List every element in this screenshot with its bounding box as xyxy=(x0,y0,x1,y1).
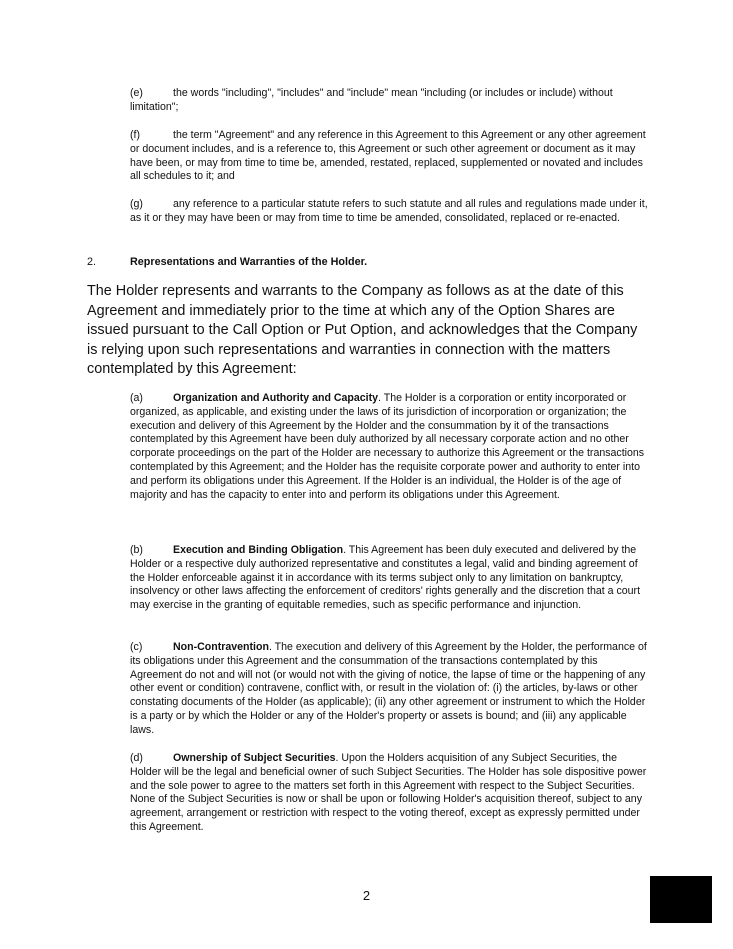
clause-heading: Execution and Binding Obligation xyxy=(173,544,344,556)
section-heading xyxy=(87,255,367,269)
clause-a xyxy=(130,392,648,502)
definition-f xyxy=(130,129,648,184)
clause-text: . This Agreement has been duly executed and delivered by the Holder or a respective duly authorized representative and constitutes a legal, valid and binding agreement of the Holder enforceable against it in accordance with its terms subject only to any limitation on bankruptcy, insolvency or other laws affecting the enforcement of creditors' rights generally and the discretion that a court may exercise in the granting of equitable remedies, such as specific performance and injunction. xyxy=(130,544,641,612)
clause-b xyxy=(130,544,648,613)
definition-e xyxy=(130,87,648,115)
page-number: 2 xyxy=(362,888,371,903)
clause-label: (a) xyxy=(130,392,143,404)
clause-text: . The Holder is a corporation or entity incorporated or organized, as applicable, and existing under the laws of its jurisdiction of incorporation or organization; the execution and delivery of this Agreement by the Holder and the consummation by it of the transactions contemplated by this Agreement have been duly authorized by all necessary corporate action and no other corporate proceedings on the part of the Holder are necessary to authorize this Agreement or the transactions contemplated by this Agreement; and the Holder has the requisite corporate power and authority to enter into and perform its obligations under this Agreement. If the Holder is an individual, the Holder is of the age of majority and has the capacity to enter into and perform its obligations under this Agreement. xyxy=(130,392,645,501)
redaction-block xyxy=(650,876,712,923)
section-number: 2. xyxy=(87,256,97,268)
definition-g xyxy=(130,198,648,226)
clause-text: any reference to a particular statute refers to such statute and all rules and regulations made under it, as it or they may have been or may from time to time be amended, consolidated, replaced or re-enacted. xyxy=(130,198,648,224)
clause-text: the words "including", "includes" and "include" mean "including (or includes or include) without limitation"; xyxy=(130,87,613,113)
clause-heading: Non-Contravention xyxy=(173,641,269,653)
clause-text: . The execution and delivery of this Agreement by the Holder, the performance of its obligations under this Agreement and the consummation of the transactions contemplated by this Agreement do not and will not (or would not with the giving of notice, the lapse of time or the happening of any other event or condition) contravene, conflict with, or result in the violation of: (i) the articles, by-laws or other constating documents of the Holder (as applicable); (ii) any other agreement or instrument to which the Holder is a party or by which the Holder or any of the Holder's property or assets is bound; and (iii) any applicable laws. xyxy=(130,641,647,736)
clause-label: (g) xyxy=(130,198,143,210)
section-intro: The Holder represents and warrants to the Company as follows as at the date of this Agreement and immediately prior to the time at which any of the Option Shares are issued pursuant to the Call Option or Put Option, and acknowledges that the Company is relying upon such representations and warranties in connection with the matters contemplated by this Agreement: xyxy=(87,283,638,377)
clause-label: (b) xyxy=(130,544,143,556)
clause-label: (d) xyxy=(130,752,143,764)
clause-label: (c) xyxy=(130,641,143,653)
section-title: Representations and Warranties of the Holder. xyxy=(130,256,368,268)
clause-c xyxy=(130,641,648,738)
clause-label: (f) xyxy=(130,129,140,141)
clause-heading: Organization and Authority and Capacity xyxy=(173,392,379,404)
clause-text: the term "Agreement" and any reference in this Agreement to this Agreement or any other agreement or document includes, and is a reference to, this Agreement or such other agreement or document as it may have been, or may from time to time be, amended, restated, replaced, supplemented or novated and includes all schedules to it; and xyxy=(130,129,646,183)
clause-label: (e) xyxy=(130,87,143,99)
clause-heading: Ownership of Subject Securities xyxy=(173,752,336,764)
clause-text: . Upon the Holders acquisition of any Subject Securities, the Holder will be the legal and beneficial owner of such Subject Securities. The Holder has sole dispositive power and the sole power to agree to the matters set forth in this Agreement with respect to the Subject Securities. None of the Subject Securities is now or shall be upon or following Holder's acquisition thereof, subject to any agreement, arrangement or restriction with respect to the voting thereof, except as expressly permitted under this Agreement. xyxy=(130,752,647,833)
clause-d xyxy=(130,752,648,835)
